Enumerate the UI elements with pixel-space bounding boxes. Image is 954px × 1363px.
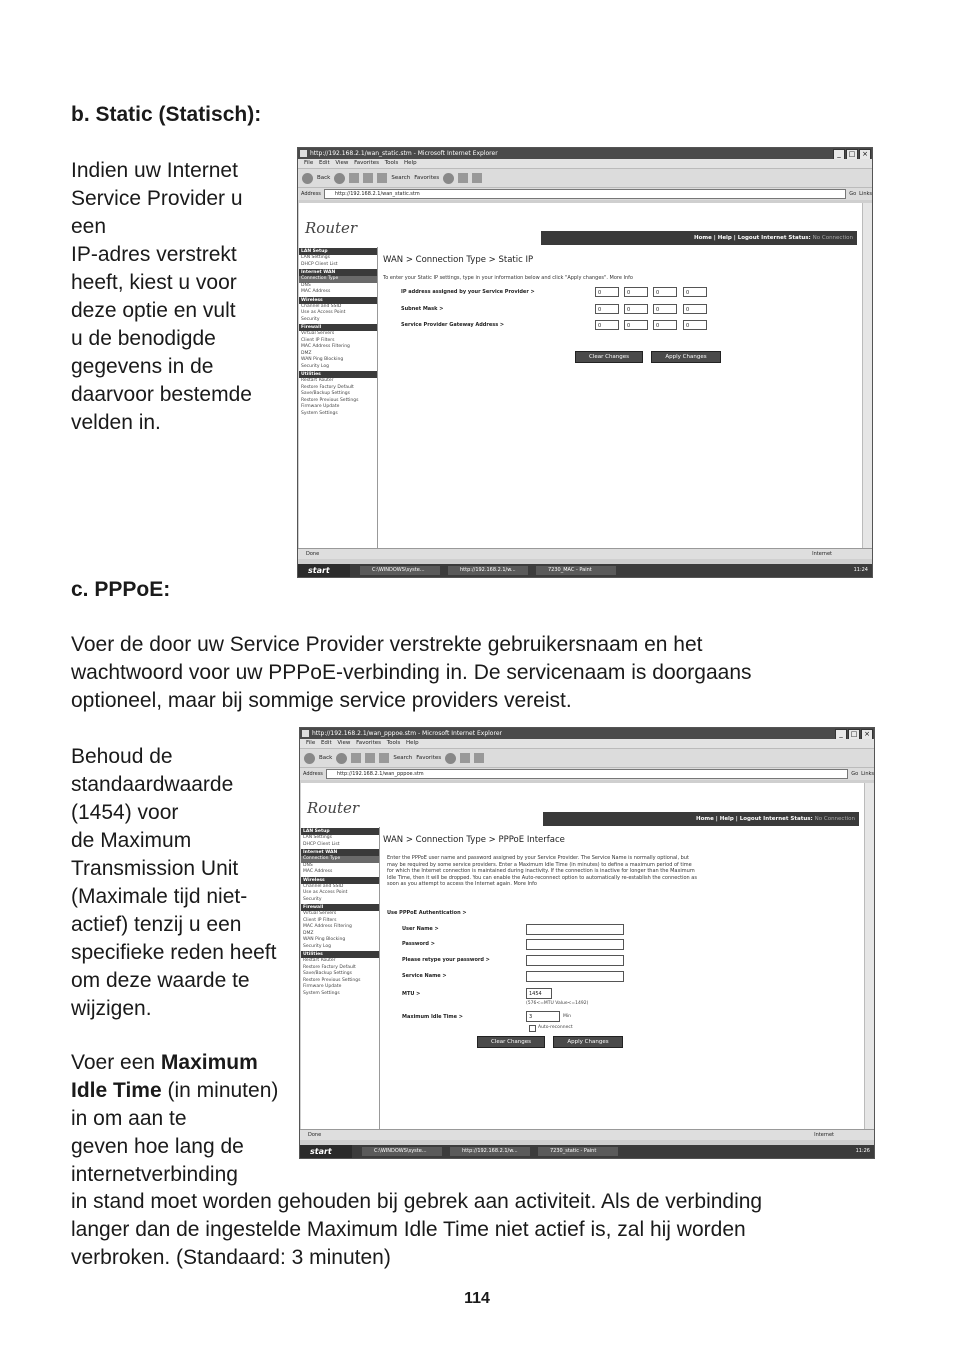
window-titlebar — [298, 148, 872, 159]
minimize-icon[interactable]: _ — [833, 149, 845, 160]
service-name-input[interactable] — [526, 971, 624, 982]
vertical-scrollbar[interactable] — [862, 203, 872, 548]
top-nav — [543, 812, 859, 826]
text-line: wijzigen. — [71, 997, 152, 1020]
text-line: geven hoe lang de — [71, 1135, 244, 1158]
gateway-octet-3[interactable]: 0 — [653, 320, 677, 330]
sidebar-item[interactable]: DNS — [303, 862, 313, 868]
sidebar-item[interactable]: DNS — [301, 282, 311, 288]
close-icon[interactable]: × — [861, 729, 873, 740]
page-intro: To enter your Static IP settings, type in your information below and click "Apply changes". More Info — [383, 275, 633, 281]
address-label: Address — [301, 191, 321, 197]
text-line: (1454) voor — [71, 801, 179, 824]
ip-octet-3[interactable]: 0 — [653, 287, 677, 297]
mail-icon[interactable] — [458, 173, 468, 183]
print-icon[interactable] — [474, 753, 484, 763]
sidebar-section: Wireless — [299, 297, 377, 304]
sidebar-section: LAN Setup — [301, 828, 379, 835]
text-line: een — [71, 215, 107, 238]
sidebar-item[interactable]: MAC Address — [301, 289, 331, 294]
gateway-label: Service Provider Gateway Address > — [401, 322, 505, 328]
nav-links[interactable]: Home | Help | Logout Internet Status: — [694, 235, 811, 241]
user-name-input[interactable] — [526, 924, 624, 935]
text-line: (Maximale tijd niet- — [71, 885, 248, 908]
address-field[interactable]: http://192.168.2.1/wan_pppoe.stm — [326, 769, 848, 779]
text-line: u de benodigde — [71, 327, 216, 350]
max-idle-time-input[interactable]: 3 — [526, 1011, 560, 1022]
sidebar-item[interactable]: Virtual Servers — [303, 911, 337, 916]
apply-changes-button[interactable]: Apply Changes — [553, 1036, 623, 1048]
text-line: velden in. — [71, 411, 161, 434]
pppoe-intro — [71, 631, 891, 715]
text-line: specifieke reden heeft — [71, 941, 277, 964]
text-line — [71, 1049, 311, 1077]
text-line: IP-adres verstrekt — [71, 243, 237, 266]
security-zone: Internet — [812, 551, 832, 557]
taskbar-item[interactable]: 7230_MAC - Paint — [536, 566, 616, 575]
menu-bar[interactable]: File Edit View Favorites Tools Help — [298, 159, 872, 168]
text-line: Indien uw Internet — [71, 159, 238, 182]
vertical-scrollbar[interactable] — [864, 783, 874, 1129]
internet-status: No Connection — [814, 816, 855, 822]
sidebar-section: Utilities — [301, 951, 379, 958]
text-line: gegevens in de — [71, 355, 214, 378]
home-icon[interactable] — [377, 173, 387, 183]
sidebar-item[interactable]: Use as Access Point — [301, 310, 346, 315]
start-button[interactable]: start — [298, 564, 350, 577]
forward-icon[interactable] — [336, 753, 347, 764]
router-logo: Router — [305, 219, 358, 237]
taskbar-item[interactable]: C:\WINDOWS\syste... — [362, 1147, 442, 1156]
sidebar-item[interactable]: LAN Settings — [303, 835, 332, 840]
sidebar-menu — [299, 247, 378, 548]
sidebar-item[interactable]: Restore Factory Default — [303, 964, 356, 970]
subnet-mask-label: Subnet Mask > — [401, 306, 444, 312]
sidebar-item[interactable]: LAN Settings — [301, 255, 330, 260]
text-line: in stand moet worden gehouden bij gebrek aan activiteit. Als de verbinding — [71, 1190, 763, 1213]
sidebar-section: Firewall — [301, 904, 379, 911]
taskbar-item[interactable]: 7230_static - Paint — [538, 1147, 618, 1156]
section-heading-static: b. Static (Statisch): — [71, 103, 262, 126]
search-button[interactable]: Search — [393, 755, 413, 761]
ip-octet-4[interactable]: 0 — [683, 287, 707, 297]
mtu-hint: (576<=MTU Value<=1492) — [526, 1001, 589, 1006]
subnet-octet-4[interactable]: 0 — [683, 304, 707, 314]
sidebar-item[interactable]: Restore Previous Settings — [301, 397, 359, 403]
gateway-octet-1[interactable]: 0 — [595, 320, 619, 330]
apply-changes-button[interactable]: Apply Changes — [651, 351, 721, 363]
sidebar-item[interactable]: Restore Factory Default — [301, 384, 354, 390]
subnet-octet-1[interactable]: 0 — [595, 304, 619, 314]
text-line: verbroken. (Standaard: 3 minuten) — [71, 1246, 391, 1269]
pppoe-screenshot — [299, 727, 875, 1159]
sidebar-item[interactable]: WAN Ping Blocking — [301, 357, 344, 362]
text-line: in om aan te — [71, 1107, 187, 1130]
text-line: Behoud de — [71, 745, 173, 768]
taskbar-clock: 11:24 — [853, 567, 868, 573]
sidebar-item[interactable]: DHCP Client List — [303, 841, 340, 847]
retype-password-label: Please retype your password > — [402, 957, 490, 963]
ip-octet-1[interactable]: 0 — [595, 287, 619, 297]
sidebar-section: Firewall — [299, 324, 377, 331]
section-heading-pppoe: c. PPPoE: — [71, 578, 171, 601]
mail-icon[interactable] — [460, 753, 470, 763]
internet-status: No Connection — [812, 235, 853, 241]
sidebar-item[interactable]: Security Log — [303, 943, 331, 949]
text-line: Service Provider u — [71, 187, 243, 210]
favorites-button[interactable]: Favorites — [416, 755, 442, 761]
status-text: Done — [308, 1132, 322, 1138]
history-icon[interactable] — [445, 753, 456, 764]
status-bar — [298, 548, 872, 559]
text-line: heeft, kiest u voor — [71, 271, 237, 294]
static-description — [71, 157, 252, 437]
bold-term: Maximum — [160, 1051, 258, 1074]
closing-paragraph — [71, 1188, 891, 1272]
taskbar-item[interactable]: C:\WINDOWS\syste... — [360, 566, 440, 575]
text-line: de Maximum — [71, 829, 192, 852]
sidebar-section: Utilities — [299, 371, 377, 378]
browser-toolbar — [298, 168, 872, 187]
router-page — [299, 203, 862, 548]
router-logo: Router — [307, 799, 360, 817]
sidebar-section: Internet WAN — [301, 849, 379, 856]
sidebar-item[interactable]: DMZ — [301, 350, 312, 356]
idle-time-description — [71, 1049, 311, 1189]
sidebar-menu — [301, 827, 380, 1129]
ip-address-label: IP address assigned by your Service Provider > — [401, 289, 535, 295]
text-line: standaardwaarde — [71, 773, 234, 796]
links-button[interactable]: Links — [859, 191, 872, 197]
top-nav — [541, 231, 857, 245]
sidebar-item[interactable]: Security — [301, 316, 320, 322]
taskbar-item[interactable]: http://192.168.2.1/w... — [450, 1147, 530, 1156]
page-number: 114 — [464, 1290, 490, 1307]
stop-icon[interactable] — [349, 173, 359, 183]
retype-password-input[interactable] — [526, 955, 624, 966]
text-line: om deze waarde te — [71, 969, 250, 992]
idle-unit: Min — [563, 1014, 571, 1019]
sidebar-item[interactable]: Use as Access Point — [303, 890, 348, 895]
sidebar-item[interactable]: Restore Previous Settings — [303, 977, 361, 983]
sidebar-section: LAN Setup — [299, 248, 377, 255]
sidebar-item[interactable]: DHCP Client List — [301, 261, 338, 267]
favorites-button[interactable]: Favorites — [414, 175, 440, 181]
close-icon[interactable]: × — [859, 149, 871, 160]
text-line: deze optie en vult — [71, 299, 236, 322]
refresh-icon[interactable] — [365, 753, 375, 763]
sidebar-item[interactable]: Firmware Update — [301, 404, 340, 409]
sidebar-item[interactable]: Client IP Filters — [303, 917, 337, 923]
back-label[interactable]: Back — [317, 175, 331, 181]
menu-bar[interactable]: File Edit View Favorites Tools Help — [300, 739, 874, 748]
maximize-icon[interactable]: □ — [846, 149, 858, 160]
go-button[interactable]: Go — [851, 771, 859, 777]
text-span: Voer een — [71, 1051, 161, 1074]
subnet-octet-3[interactable]: 0 — [653, 304, 677, 314]
service-name-label: Service Name > — [402, 973, 447, 979]
sidebar-item[interactable]: Save/Backup Settings — [303, 971, 352, 976]
status-text: Done — [306, 551, 320, 557]
sidebar-item[interactable]: System Settings — [301, 410, 338, 416]
mtu-input[interactable]: 1454 — [526, 988, 552, 999]
back-icon[interactable] — [304, 753, 315, 764]
minimize-icon[interactable]: _ — [835, 729, 847, 740]
text-line: Transmission Unit — [71, 857, 239, 880]
max-idle-time-label: Maximum Idle Time > — [402, 1014, 463, 1020]
back-label[interactable]: Back — [319, 755, 333, 761]
forward-icon[interactable] — [334, 173, 345, 184]
sidebar-item[interactable]: Channel and SSID — [303, 883, 344, 889]
window-titlebar — [300, 728, 874, 739]
sidebar-item[interactable]: DMZ — [303, 930, 314, 936]
ip-octet-2[interactable]: 0 — [624, 287, 648, 297]
auto-reconnect-checkbox[interactable] — [529, 1025, 536, 1032]
security-zone: Internet — [814, 1132, 834, 1138]
address-bar — [300, 767, 874, 780]
browser-toolbar — [300, 748, 874, 767]
pppoe-auth-label: Use PPPoE Authentication > — [387, 910, 467, 916]
sidebar-item[interactable]: Connection Type — [299, 276, 377, 283]
window-title: http://192.168.2.1/wan_static.stm - Microsoft Internet Explorer — [310, 150, 498, 157]
print-icon[interactable] — [472, 173, 482, 183]
ie-icon — [300, 150, 307, 157]
status-bar — [300, 1129, 874, 1140]
windows-taskbar — [298, 564, 872, 577]
back-icon[interactable] — [302, 173, 313, 184]
address-bar — [298, 187, 872, 200]
password-input[interactable] — [526, 939, 624, 950]
windows-taskbar — [300, 1145, 874, 1158]
ie-icon — [302, 730, 309, 737]
mtu-label: MTU > — [402, 991, 421, 997]
text-line: optioneel, maar bij sommige service providers vereist. — [71, 689, 572, 712]
sidebar-item[interactable]: Save/Backup Settings — [301, 391, 350, 396]
address-field[interactable]: http://192.168.2.1/wan_static.stm — [324, 189, 846, 199]
auto-reconnect-label: Auto-reconnect — [538, 1025, 573, 1030]
sidebar-item[interactable]: Virtual Servers — [301, 331, 335, 336]
static-ip-screenshot — [297, 147, 873, 578]
text-line: internetverbinding — [71, 1163, 238, 1186]
sidebar-item[interactable]: MAC Address Filtering — [303, 924, 352, 929]
text-span: (in minuten) — [161, 1079, 279, 1102]
sidebar-item[interactable]: Connection Type — [301, 856, 379, 863]
gateway-octet-4[interactable]: 0 — [683, 320, 707, 330]
sidebar-item[interactable]: Security Log — [301, 363, 329, 369]
sidebar-item[interactable]: System Settings — [303, 990, 340, 996]
user-name-label: User Name > — [402, 926, 439, 932]
sidebar-item[interactable]: MAC Address — [303, 869, 333, 874]
text-line — [71, 1077, 311, 1105]
clear-changes-button[interactable]: Clear Changes — [575, 351, 643, 363]
text-line: Voer de door uw Service Provider verstrekte gebruikersnaam en het — [71, 633, 703, 656]
sidebar-item[interactable]: Restart Router — [303, 958, 336, 963]
start-button[interactable]: start — [300, 1145, 352, 1158]
address-label: Address — [303, 771, 323, 777]
sidebar-item[interactable]: MAC Address Filtering — [301, 344, 350, 349]
router-page — [301, 783, 864, 1129]
password-label: Password > — [402, 941, 435, 947]
sidebar-section: Wireless — [301, 877, 379, 884]
bold-term: Idle Time — [71, 1079, 162, 1102]
sidebar-item[interactable]: Client IP Filters — [301, 337, 335, 343]
page-breadcrumb: WAN > Connection Type > PPPoE Interface — [383, 835, 565, 845]
sidebar-section: Internet WAN — [299, 269, 377, 276]
gateway-octet-2[interactable]: 0 — [624, 320, 648, 330]
maximize-icon[interactable]: □ — [848, 729, 860, 740]
window-title: http://192.168.2.1/wan_pppoe.stm - Microsoft Internet Explorer — [312, 730, 502, 737]
taskbar-item[interactable]: http://192.168.2.1/w... — [448, 566, 528, 575]
sidebar-item[interactable]: Restart Router — [301, 378, 334, 383]
nav-links[interactable]: Home | Help | Logout Internet Status: — [696, 816, 813, 822]
refresh-icon[interactable] — [363, 173, 373, 183]
text-line: wachtwoord voor uw PPPoE-verbinding in. De servicenaam is doorgaans — [71, 661, 752, 684]
page-intro: Enter the PPPoE user name and password assigned by your Service Provider. The Service Name is normally optional, but may be required by some service providers. Enter a Maximum Idle Time (in minutes) to define a maximum period of time for which the Internet connection is maintained during inactivity. If the connection is inactive for longer than the Maximum Idle Time, then it will be dropped. You can enable the Auto-reconnect option to automatically re-establish the connection as soon as you attempt to access the Internet again. More Info — [387, 855, 697, 887]
clear-changes-button[interactable]: Clear Changes — [477, 1036, 545, 1048]
sidebar-item[interactable]: Channel and SSID — [301, 303, 342, 309]
subnet-octet-2[interactable]: 0 — [624, 304, 648, 314]
taskbar-clock: 11:26 — [855, 1148, 870, 1154]
search-button[interactable]: Search — [391, 175, 411, 181]
sidebar-item[interactable]: Firmware Update — [303, 984, 342, 989]
text-line: daarvoor bestemde — [71, 383, 252, 406]
text-line: langer dan de ingestelde Maximum Idle Time niet actief is, zal hij worden — [71, 1218, 746, 1241]
stop-icon[interactable] — [351, 753, 361, 763]
links-button[interactable]: Links — [861, 771, 874, 777]
history-icon[interactable] — [443, 173, 454, 184]
home-icon[interactable] — [379, 753, 389, 763]
sidebar-item[interactable]: Security — [303, 896, 322, 902]
go-button[interactable]: Go — [849, 191, 857, 197]
sidebar-item[interactable]: WAN Ping Blocking — [303, 937, 346, 942]
page-breadcrumb: WAN > Connection Type > Static IP — [383, 255, 534, 265]
mtu-description — [71, 743, 311, 1023]
text-line: actief) tenzij u een — [71, 913, 242, 936]
